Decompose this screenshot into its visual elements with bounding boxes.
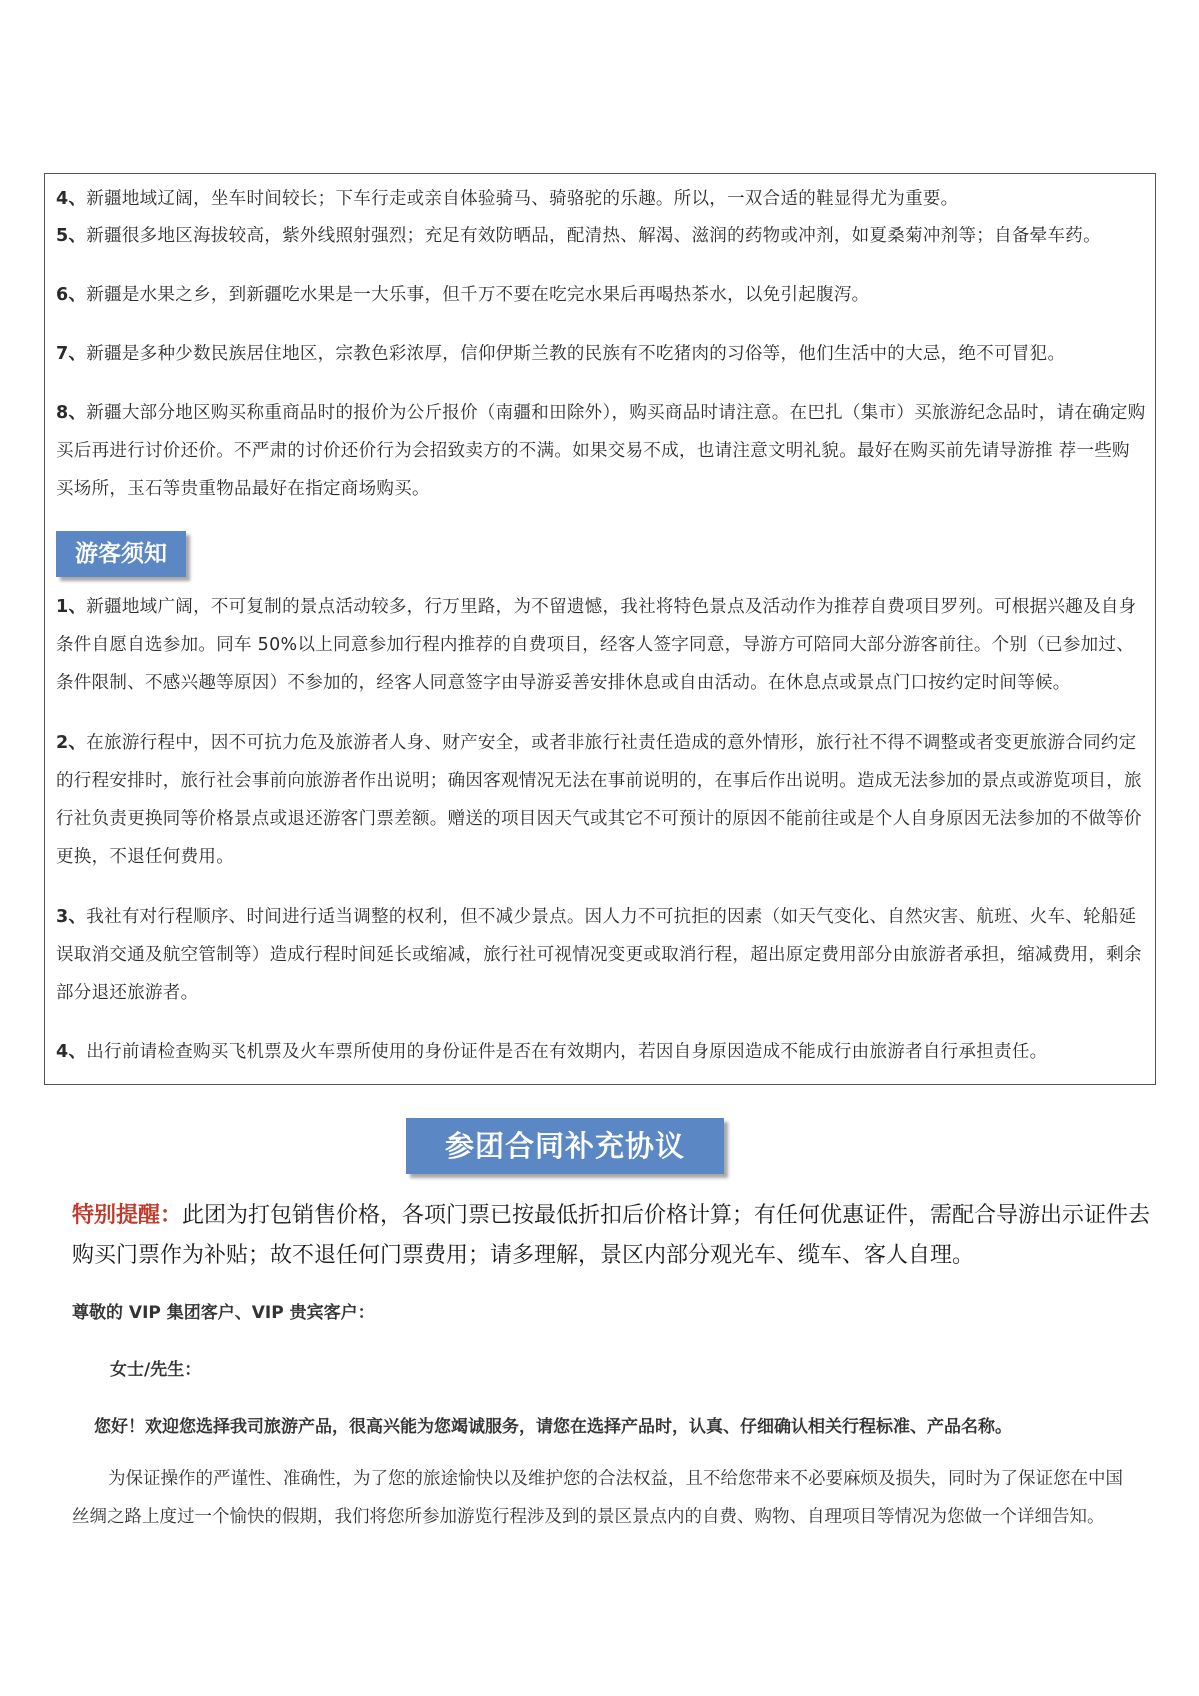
greeting: 您好！欢迎您选择我司旅游产品，很高兴能为您竭诚服务，请您在选择产品时，认真、仔细确认相关行程标准、产品名称。 <box>94 1417 1012 1437</box>
reminder-label: 特别提醒： <box>72 1203 183 1228</box>
special-reminder: 特别提醒：此团为打包销售价格，各项门票已按最低折扣后价格计算；有任何优惠证件，需配合导游出示证件去购买门票作为补贴；故不退任何门票费用；请多理解，景区内部分观光车、缆车、客人自理。 <box>72 1203 1151 1268</box>
notice-item-4: 4、出行前请检查购买飞机票及火车票所使用的身份证件是否在有效期内，若因自身原因造成不能成行由旅游者自行承担责任。 <box>56 1042 1048 1062</box>
addressee: 女士/先生： <box>110 1360 202 1380</box>
agreement-banner: 参团合同补充协议 <box>406 1118 724 1174</box>
tip-item-8: 8、新疆大部分地区购买称重商品时的报价为公斤报价（南疆和田除外），购买商品时请注意。在巴扎（集市）买旅游纪念品时，请在确定购买后再进行讨价还价。不严肃的讨价还价行为会招致卖方的不满。如果交易不成，也请注意文明礼貌。最好在购买前先请导游推 荐一些购买场所，玉石等贵重物品最好在指定商场购买。 <box>56 403 1146 499</box>
notice-item-2: 2、在旅游行程中，因不可抗力危及旅游者人身、财产安全，或者非旅行社责任造成的意外情形，旅行社不得不调整或者变更旅游合同约定的行程安排时，旅行社会事前向旅游者作出说明；确因客观情况无法在事前说明的，在事后作出说明。造成无法参加的景点或游览项目，旅行社负责更换同等价格景点或退还游客门票差额。赠送的项目因天气或其它不可预计的原因不能前往或是个人自身原因无法参加的不做等价更换，不退任何费用。 <box>56 733 1142 867</box>
salutation: 尊敬的 VIP 集团客户、VIP 贵宾客户： <box>72 1303 375 1323</box>
tip-item-6: 6、新疆是水果之乡，到新疆吃水果是一大乐事，但千万不要在吃完水果后再喝热茶水，以免引起腹泻。 <box>56 285 870 305</box>
notice-item-1: 1、新疆地域广阔，不可复制的景点活动较多，行万里路，为不留遗憾，我社将特色景点及活动作为推荐自费项目罗列。可根据兴趣及自身条件自愿自选参加。同车 50%以上同意参加行程内推荐的自费项目，经客人签字同意，导游方可陪同大部分游客前往。个别（已参加过、条件限制、不感兴趣等原因）不参加的，经客人同意签字由导游妥善安排休息或自由活动。在休息点或景点门口按约定时间等候。 <box>56 597 1137 693</box>
tip-item-5: 5、新疆很多地区海拔较高，紫外线照射强烈；充足有效防晒品，配清热、解渴、滋润的药物或冲剂，如夏桑菊冲剂等；自备晕车药。 <box>56 226 1101 246</box>
notice-heading: 游客须知 <box>56 531 186 577</box>
tip-item-4: 4、新疆地域辽阔，坐车时间较长；下车行走或亲自体验骑马、骑骆驼的乐趣。所以，一双合适的鞋显得尤为重要。 <box>56 189 959 209</box>
closing-paragraph: 为保证操作的严谨性、准确性，为了您的旅途愉快以及维护您的合法权益，且不给您带来不必要麻烦及损失，同时为了保证您在中国丝绸之路上度过一个愉快的假期，我们将您所参加游览行程涉及到的景区景点内的自费、购物、自理项目等情况为您做一个详细告知。 <box>72 1469 1123 1527</box>
tip-item-7: 7、新疆是多种少数民族居住地区，宗教色彩浓厚，信仰伊斯兰教的民族有不吃猪肉的习俗等，他们生活中的大忌，绝不可冒犯。 <box>56 344 1066 364</box>
notice-item-3: 3、我社有对行程顺序、时间进行适当调整的权利，但不减少景点。因人力不可抗拒的因素（如天气变化、自然灾害、航班、火车、轮船延误取消交通及航空管制等）造成行程时间延长或缩减，旅行社可视情况变更或取消行程，超出原定费用部分由旅游者承担，缩减费用，剩余部分退还旅游者。 <box>56 907 1142 1003</box>
